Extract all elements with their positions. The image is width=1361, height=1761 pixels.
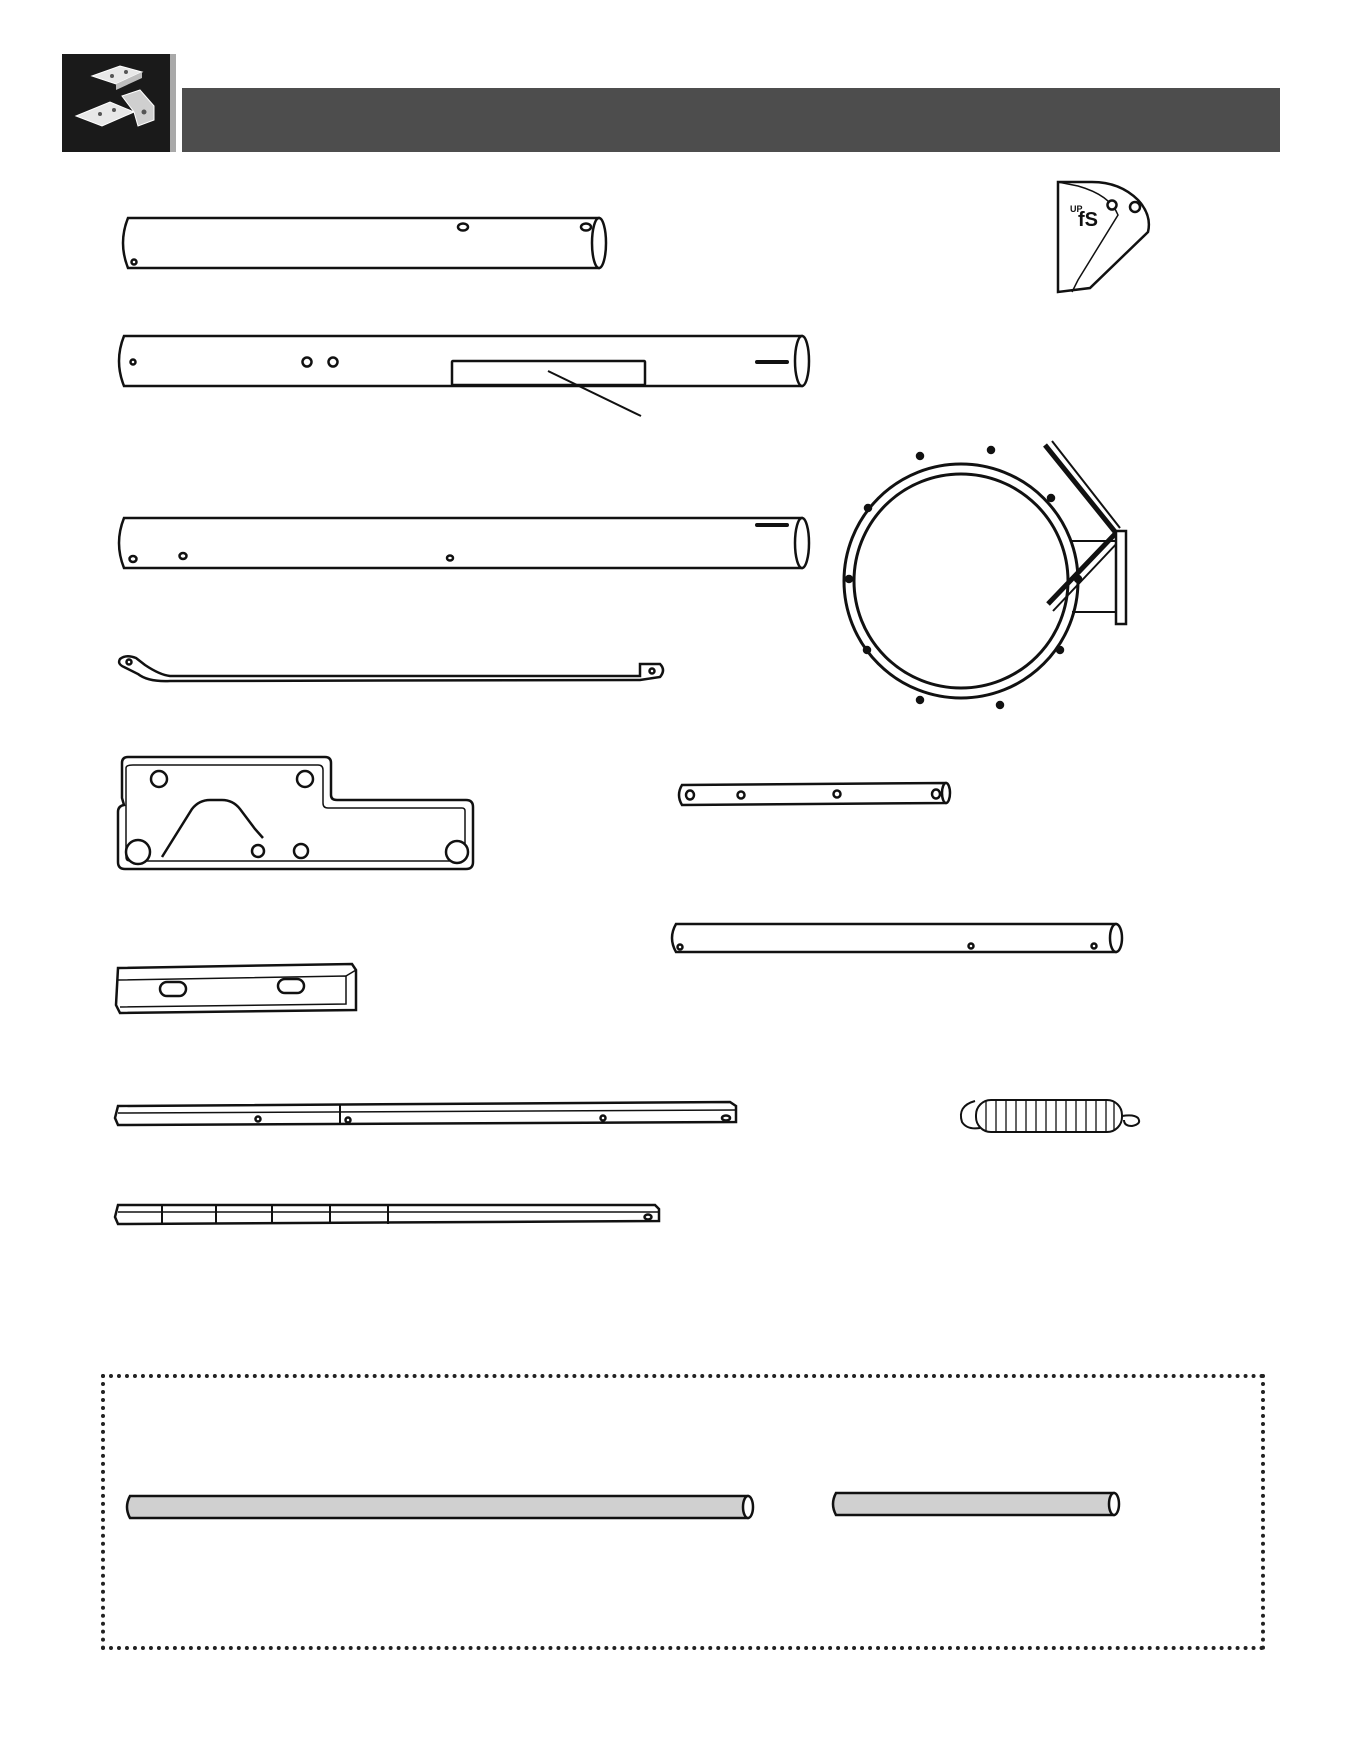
bracket-stamp: fS (1078, 209, 1098, 231)
part-tube-medium (672, 924, 1122, 952)
part-tube-labeled (119, 336, 809, 416)
part-spring (961, 1100, 1139, 1132)
part-hoop-rim (844, 441, 1126, 708)
part-tube-long (119, 518, 809, 568)
part-rail-notched (115, 1205, 659, 1224)
part-bracket (1058, 182, 1149, 292)
bracket-stamp-small: UP (1070, 204, 1083, 214)
optional-parts-section (101, 1374, 1265, 1650)
part-tube-short (123, 218, 606, 268)
part-mounting-plate (118, 757, 473, 869)
part-rail-long (115, 1102, 736, 1125)
part-flat-bar (679, 783, 950, 805)
part-brace-arm (119, 656, 663, 681)
part-channel (116, 964, 356, 1013)
